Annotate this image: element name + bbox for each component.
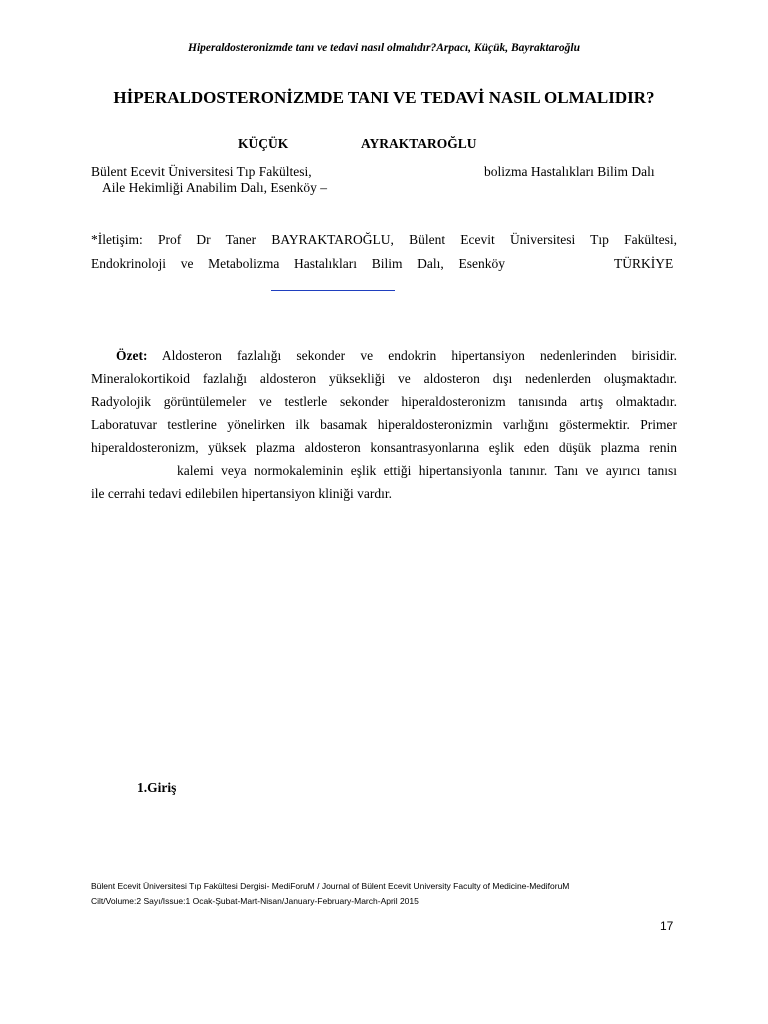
footer-volume: Cilt/Volume:2 Sayı/Issue:1 Ocak-Şubat-Mart-Nisan/January-February-March-April 2015 — [91, 896, 419, 906]
abstract-line4: Laboratuvar testlerine yönelirken ilk basamak hiperaldosteronizmin varlığını göstermektir. Primer — [91, 417, 677, 432]
affiliation-line1-right: bolizma Hastalıkları Bilim Dalı — [484, 164, 655, 179]
author-second: AYRAKTAROĞLU — [361, 136, 477, 151]
article-title: HİPERALDOSTERONİZMDE TANI VE TEDAVİ NASIL OLMALIDIR? — [113, 88, 655, 107]
page-number: 17 — [660, 919, 674, 933]
running-header: Hiperaldosteronizmde tanı ve tedavi nasıl olmalıdır?Arpacı, Küçük, Bayraktaroğlu — [188, 42, 580, 54]
contact-line2: Endokrinoloji ve Metabolizma Hastalıkları Bilim Dalı, Esenköy — [91, 256, 505, 271]
abstract-label: Özet: — [116, 348, 148, 363]
abstract-line3: Radyolojik görüntülemeler ve testlerle sekonder hiperaldosteronizm tanısında artış olmaktadır. — [91, 394, 677, 409]
abstract-line5: hiperaldosteronizm, yüksek plazma aldosteron konsantrasyonlarına eşlik eden düşük plazma renin — [91, 440, 677, 455]
contact-line1: *İletişim: Prof Dr Taner BAYRAKTAROĞLU, Bülent Ecevit Üniversitesi Tıp Fakültesi, — [91, 232, 677, 247]
abstract-line2: Mineralokortikoid fazlalığı aldosteron yüksekliği ve aldosteron dışı nedenlerden oluşmaktadır. — [91, 371, 677, 386]
affiliation-line1-left: Bülent Ecevit Üniversitesi Tıp Fakültesi, — [91, 164, 312, 179]
author-first: KÜÇÜK — [238, 136, 289, 151]
abstract-line1 — [91, 348, 677, 364]
contact-country: TÜRKİYE — [614, 256, 674, 271]
footer-journal: Bülent Ecevit Üniversitesi Tıp Fakültesi Dergisi- MediForuM / Journal of Bülent Ecevit University Faculty of Medicine-MediforuM — [91, 881, 570, 891]
abstract-line6: kalemi veya normokaleminin eşlik ettiği hipertansiyonla tanınır. Tanı ve ayırıcı tanısı — [177, 463, 677, 478]
abstract-line7: ile cerrahi tedavi edilebilen hipertansiyon kliniği vardır. — [91, 486, 393, 501]
section-heading-intro: 1.Giriş — [137, 780, 177, 795]
email-link-underline[interactable] — [271, 290, 395, 291]
abstract-line1-text: Aldosteron fazlalığı sekonder ve endokrin hipertansiyon nedenlerinden birisidir. — [161, 348, 677, 363]
affiliation-line2: Aile Hekimliği Anabilim Dalı, Esenköy – — [102, 180, 327, 195]
